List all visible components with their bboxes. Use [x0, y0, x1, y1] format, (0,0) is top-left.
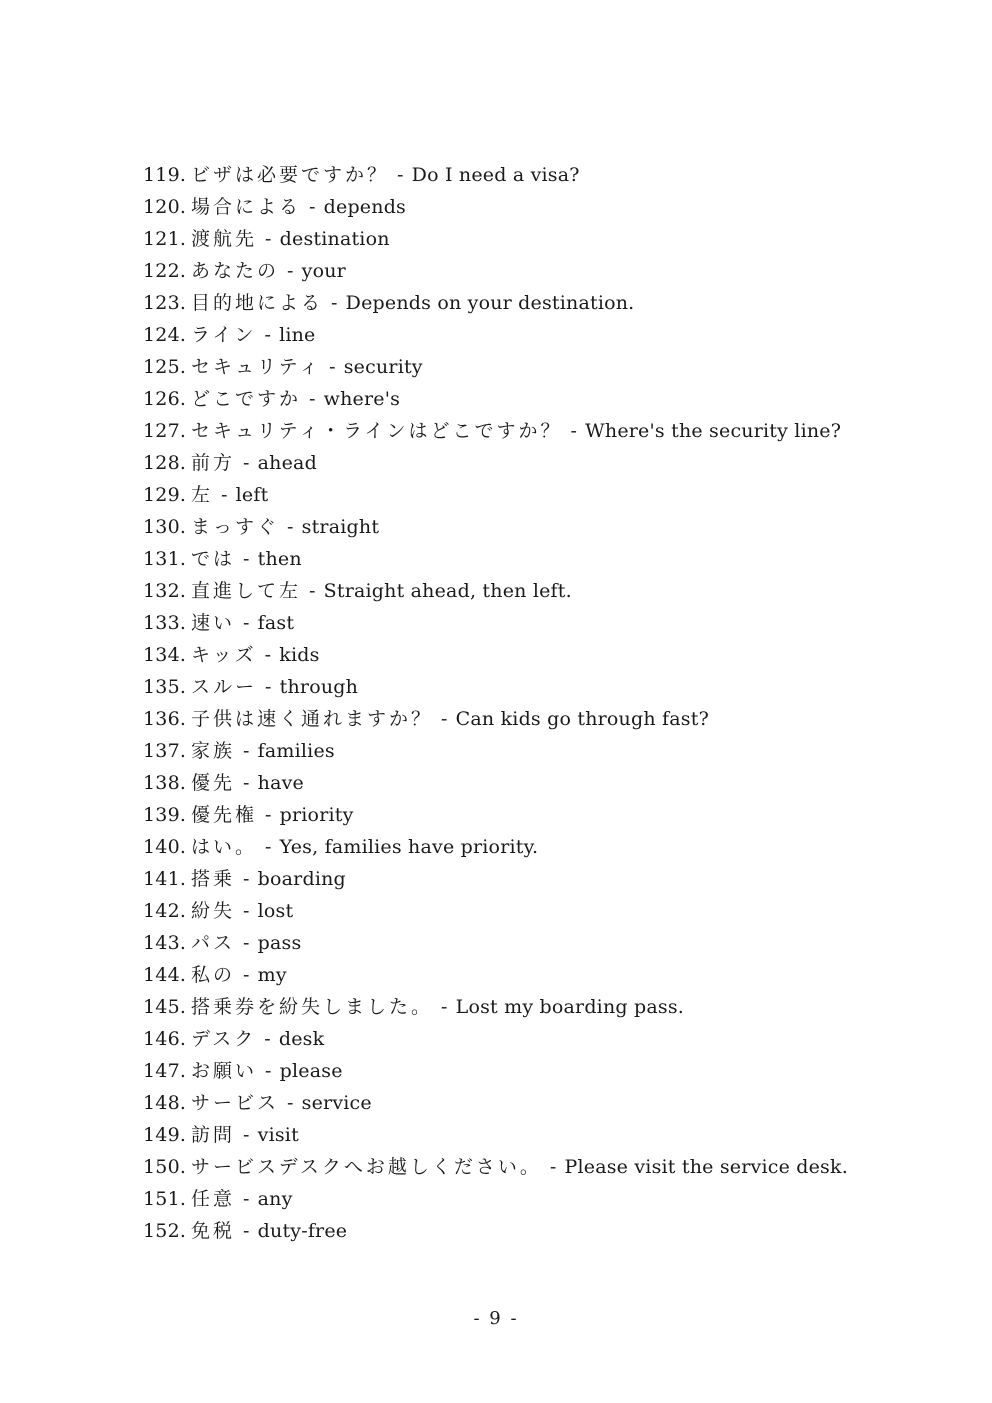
japanese-term: 家族 — [191, 740, 236, 762]
entry-number: 142. — [143, 900, 187, 922]
vocab-entry — [143, 1151, 963, 1183]
entry-separator: - — [243, 548, 250, 570]
english-term: families — [257, 740, 335, 762]
entry-separator: - — [264, 324, 272, 346]
vocab-entry — [143, 607, 963, 639]
vocab-entry — [143, 831, 963, 863]
japanese-term: パス — [191, 932, 236, 954]
english-term: have — [257, 772, 304, 794]
english-term: Do I need a visa? — [411, 164, 580, 186]
vocab-entry — [143, 415, 963, 447]
entry-separator: - — [287, 260, 294, 282]
japanese-term: 免税 — [191, 1220, 236, 1242]
entry-number: 123. — [143, 292, 187, 314]
entry-separator: - — [309, 196, 316, 218]
japanese-term: 前方 — [191, 452, 236, 474]
entry-number: 130. — [143, 516, 187, 538]
japanese-term: 速い — [191, 612, 236, 634]
english-term: depends — [323, 196, 407, 218]
vocab-entry — [143, 191, 963, 223]
entry-number: 145. — [143, 996, 187, 1018]
entry-number: 140. — [143, 836, 187, 858]
english-term: through — [279, 676, 359, 698]
entry-separator: - — [243, 900, 250, 922]
english-term: Please visit the service desk. — [564, 1156, 848, 1178]
english-term: lost — [257, 900, 294, 922]
entry-number: 138. — [143, 772, 187, 794]
entry-number: 147. — [143, 1060, 187, 1082]
english-term: desk — [278, 1028, 325, 1050]
english-term: Yes, families have priority. — [279, 836, 539, 858]
entry-number: 151. — [143, 1188, 187, 1210]
entry-number: 149. — [143, 1124, 187, 1146]
entry-number: 125. — [143, 356, 187, 378]
entry-separator: - — [265, 676, 272, 698]
entry-separator: - — [264, 644, 272, 666]
english-term: Can kids go through fast? — [455, 708, 709, 730]
vocab-entry — [143, 991, 963, 1023]
entry-separator: - — [329, 356, 336, 378]
japanese-term: どこですか — [191, 388, 302, 410]
entry-number: 119. — [143, 164, 187, 186]
entry-separator: - — [570, 420, 578, 442]
english-term: pass — [257, 932, 302, 954]
japanese-term: はい。 — [191, 836, 258, 858]
vocab-entry — [143, 287, 963, 319]
entry-number: 131. — [143, 548, 187, 570]
japanese-term: では — [191, 548, 236, 570]
vocab-entry — [143, 735, 963, 767]
japanese-term: 場合による — [191, 196, 302, 218]
english-term: priority — [279, 804, 354, 826]
entry-number: 121. — [143, 228, 187, 250]
japanese-term: サービス — [191, 1092, 280, 1114]
japanese-term: セキュリティ — [191, 356, 322, 378]
vocab-entry — [143, 1183, 963, 1215]
entry-separator: - — [243, 740, 250, 762]
entry-separator: - — [441, 708, 448, 730]
entry-separator: - — [243, 868, 250, 890]
vocab-entry — [143, 575, 963, 607]
entry-separator: - — [397, 164, 404, 186]
entry-number: 135. — [143, 676, 187, 698]
english-term: fast — [257, 612, 295, 634]
entry-separator: - — [243, 612, 250, 634]
english-term: my — [257, 964, 287, 986]
japanese-term: 訪問 — [191, 1124, 236, 1146]
entry-separator: - — [243, 1188, 250, 1210]
vocab-entry — [143, 159, 963, 191]
vocab-entry — [143, 511, 963, 543]
japanese-term: 渡航先 — [191, 228, 258, 250]
english-term: Lost my boarding pass. — [455, 996, 685, 1018]
entry-separator: - — [243, 452, 250, 474]
english-term: any — [257, 1188, 293, 1210]
japanese-term: 任意 — [191, 1188, 236, 1210]
entry-separator: - — [287, 1092, 294, 1114]
japanese-term: スルー — [191, 676, 258, 698]
vocab-entry — [143, 351, 963, 383]
vocab-entry — [143, 1055, 963, 1087]
entry-separator: - — [309, 580, 316, 602]
entry-number: 152. — [143, 1220, 187, 1242]
entry-separator: - — [243, 964, 250, 986]
english-term: Where's the security line? — [585, 420, 842, 442]
vocab-entry — [143, 319, 963, 351]
japanese-term: 優先権 — [191, 804, 258, 826]
vocab-entry — [143, 927, 963, 959]
vocab-entry — [143, 1023, 963, 1055]
vocab-entry — [143, 703, 963, 735]
entry-separator: - — [265, 228, 272, 250]
english-term: straight — [301, 516, 380, 538]
japanese-term: サービスデスクへお越しください。 — [191, 1156, 542, 1178]
entry-number: 132. — [143, 580, 187, 602]
vocab-entry — [143, 447, 963, 479]
japanese-term: 左 — [191, 484, 214, 506]
entry-number: 136. — [143, 708, 187, 730]
entry-number: 150. — [143, 1156, 187, 1178]
vocab-entry — [143, 543, 963, 575]
english-term: please — [279, 1060, 343, 1082]
english-term: ahead — [257, 452, 317, 474]
entry-number: 126. — [143, 388, 187, 410]
vocab-entry — [143, 479, 963, 511]
entry-separator: - — [264, 1028, 271, 1050]
japanese-term: ビザは必要ですか？ — [191, 164, 390, 186]
vocab-entry — [143, 1119, 963, 1151]
english-term: kids — [279, 644, 320, 666]
english-term: duty-free — [257, 1220, 348, 1242]
japanese-term: 直進して左 — [191, 580, 302, 602]
entry-separator: - — [243, 932, 250, 954]
japanese-term: ライン — [191, 324, 257, 346]
entry-number: 129. — [143, 484, 187, 506]
entry-separator: - — [243, 772, 250, 794]
entry-number: 122. — [143, 260, 187, 282]
entry-separator: - — [265, 1060, 272, 1082]
entry-number: 120. — [143, 196, 187, 218]
entry-separator: - — [549, 1156, 557, 1178]
japanese-term: 目的地による — [191, 292, 324, 314]
vocabulary-list — [143, 159, 963, 1247]
japanese-term: あなたの — [191, 260, 280, 282]
entry-separator: - — [265, 836, 272, 858]
english-term: boarding — [257, 868, 346, 890]
vocab-entry — [143, 799, 963, 831]
vocab-entry — [143, 223, 963, 255]
entry-number: 143. — [143, 932, 187, 954]
english-term: where's — [323, 388, 401, 410]
english-term: visit — [257, 1124, 299, 1146]
entry-number: 127. — [143, 420, 187, 442]
entry-separator: - — [221, 484, 228, 506]
page-number: - 9 - — [473, 1308, 519, 1329]
english-term: security — [343, 356, 423, 378]
vocab-entry — [143, 639, 963, 671]
entry-number: 141. — [143, 868, 187, 890]
entry-separator: - — [287, 516, 294, 538]
entry-separator: - — [441, 996, 448, 1018]
vocab-entry — [143, 895, 963, 927]
japanese-term: 私の — [191, 964, 236, 986]
entry-number: 144. — [143, 964, 187, 986]
vocab-entry — [143, 671, 963, 703]
english-term: line — [279, 324, 316, 346]
vocab-entry — [143, 1087, 963, 1119]
english-term: left — [235, 484, 269, 506]
japanese-term: 子供は速く通れますか？ — [191, 708, 434, 730]
english-term: then — [257, 548, 302, 570]
japanese-term: 優先 — [191, 772, 236, 794]
vocab-entry — [143, 255, 963, 287]
vocab-entry — [143, 767, 963, 799]
entry-number: 148. — [143, 1092, 187, 1114]
entry-separator: - — [309, 388, 316, 410]
english-term: your — [301, 260, 346, 282]
english-term: Depends on your destination. — [345, 292, 635, 314]
japanese-term: 搭乗券を紛失しました。 — [191, 996, 434, 1018]
japanese-term: お願い — [191, 1060, 258, 1082]
vocab-entry — [143, 863, 963, 895]
japanese-term: キッズ — [191, 644, 257, 666]
japanese-term: セキュリティ・ラインはどこですか？ — [191, 420, 563, 442]
entry-separator: - — [243, 1124, 250, 1146]
entry-separator: - — [265, 804, 272, 826]
english-term: destination — [279, 228, 390, 250]
english-term: service — [301, 1092, 372, 1114]
vocab-entry — [143, 383, 963, 415]
entry-number: 139. — [143, 804, 187, 826]
entry-number: 137. — [143, 740, 187, 762]
entry-separator: - — [331, 292, 338, 314]
japanese-term: 紛失 — [191, 900, 236, 922]
japanese-term: 搭乗 — [191, 868, 236, 890]
entry-number: 128. — [143, 452, 187, 474]
entry-number: 146. — [143, 1028, 187, 1050]
entry-number: 133. — [143, 612, 187, 634]
entry-number: 134. — [143, 644, 187, 666]
vocab-entry — [143, 1215, 963, 1247]
entry-separator: - — [243, 1220, 250, 1242]
japanese-term: デスク — [191, 1028, 257, 1050]
japanese-term: まっすぐ — [191, 516, 280, 538]
vocab-entry — [143, 959, 963, 991]
english-term: Straight ahead, then left. — [323, 580, 572, 602]
entry-number: 124. — [143, 324, 187, 346]
